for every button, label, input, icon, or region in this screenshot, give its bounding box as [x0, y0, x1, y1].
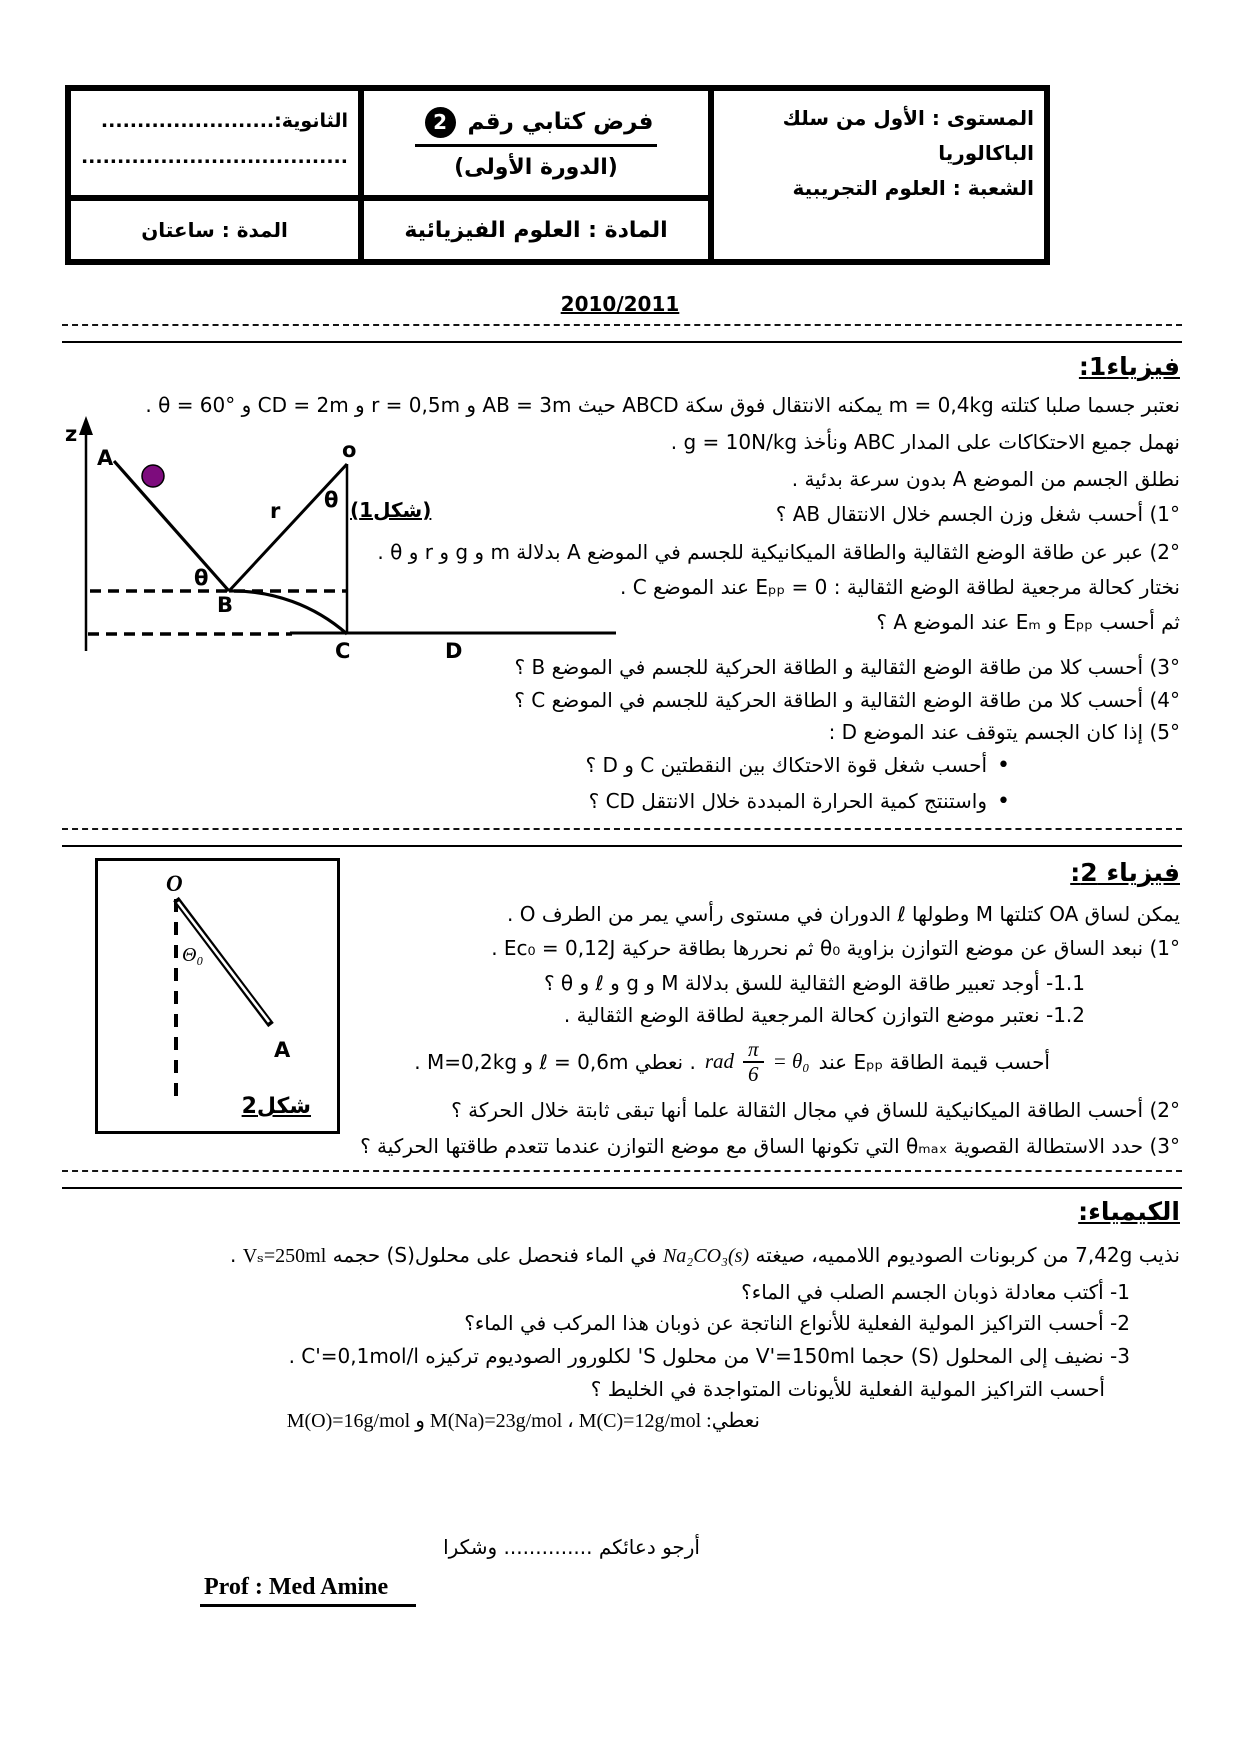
figure1-track-diagram — [60, 413, 640, 671]
physics2-line: يمكن لساق OA كتلتها M وطولها ℓ الدوران في مستوى رأسي يمر من الطرف O . — [507, 902, 1180, 926]
school-dots: ..................................... — [80, 146, 348, 169]
separator-solid — [62, 341, 1182, 343]
physics2-question-1: 1°) نبعد الساق عن موضع التوازن بزاوية θ₀ ثم نحررها بطاقة حركية Ec₀ = 0,12J . — [491, 936, 1180, 960]
session-label: (الدورة الأولى) — [454, 154, 618, 180]
chemistry-molar-masses: نعطي: M(Na)=23g/mol ، M(C)=12g/mol و M(O)=16g/mol — [286, 1410, 760, 1432]
separator-solid — [62, 845, 1182, 847]
figure1-label-r: r — [270, 499, 281, 523]
physics2-epp-value-line — [414, 1038, 1050, 1085]
physics1-bullet-line — [589, 789, 1010, 814]
figure2-pendulum-box — [95, 858, 340, 1134]
figure1-label-theta-O: θ — [324, 488, 339, 512]
bullet-text: أحسب شغل قوة الاحتكاك بين النقطتين C و D ؟ — [585, 753, 988, 777]
physics2-question-2: 2°) أحسب الطاقة الميكانيكية للساق في مجال الثقالة علما أنها تبقى ثابتة خلال الحركة ؟ — [451, 1098, 1180, 1122]
arc-BC — [229, 591, 347, 634]
chem-intro-end: . — [229, 1243, 237, 1267]
branch-line: الشعبة : العلوم التجريبية — [792, 176, 1034, 200]
chemistry-heading: الكيمياء: — [1078, 1197, 1180, 1226]
separator-solid — [62, 1187, 1182, 1189]
physics2-heading: فيزياء 2: — [1070, 858, 1180, 887]
chemistry-question-3: 3- نضيف إلى المحلول (S) حجما V'=150ml من محلول S' لكلورور الصوديوم تركيزه C'=0,1mol/l . — [288, 1344, 1130, 1368]
figure1-label-A: A — [97, 446, 114, 470]
bullet-text: واستنتج كمية الحرارة المبددة خلال الانتقل CD ؟ — [588, 789, 988, 813]
fraction-numerator: π — [743, 1038, 764, 1063]
figure2-caption: شكل2 — [241, 1094, 311, 1119]
separator-dashed — [62, 324, 1182, 326]
physics1-line: ثم أحسب Eₚₚ و Eₘ عند الموضع A ؟ — [876, 610, 1180, 634]
chemistry-intro-line — [230, 1243, 1180, 1268]
physics2-subquestion-1-2: 1.2- نعتبر موضع التوازن كحالة المرجعية لطاقة الوضع الثقالية . — [563, 1003, 1085, 1027]
na2co3-formula: Na₂CO₃(s) — [662, 1245, 750, 1267]
school-year: 2010/2011 — [560, 292, 680, 316]
chemistry-question-1: 1- أكتب معادلة ذوبان الجسم الصلب في الماء؟ — [741, 1280, 1130, 1304]
exam-header-table — [65, 85, 1050, 265]
physics1-line: نعتبر جسما صلبا كتلته m = 0,4kg يمكنه الانتقال فوق سكة ABCD حيث AB = 3m و r = 0,5m و CD = 2m و θ = 60° . — [145, 393, 1180, 417]
figure1-caption: (شكل1) — [350, 498, 432, 522]
physics1-question-3: 3°) أحسب كلا من طاقة الوضع الثقالية و الطاقة الحركية للجسم في الموضع B ؟ — [514, 655, 1180, 679]
physics2-question-3: 3°) حدد الاستطالة القصوية θₘₐₓ التي تكونها الساق مع موضع التوازن عندما تتعدم طاقتها الحركية ؟ — [360, 1134, 1180, 1158]
school-cell — [71, 91, 358, 195]
physics1-question-4: 4°) أحسب كلا من طاقة الوضع الثقالية و الطاقة الحركية للجسم في الموضع C ؟ — [514, 688, 1180, 712]
school-line: الثانوية:........................ — [100, 110, 348, 132]
footer-thanks: أرجو دعائكم .............. وشكرا — [443, 1535, 700, 1559]
chem-intro-a: نذيب 7,42g من كربونات الصوديوم اللامميه، صيغته — [755, 1243, 1180, 1267]
figure1-label-C: C — [335, 639, 351, 663]
physics1-question-2: 2°) عبر عن طاقة الوضع الثقالية والطاقة الميكانيكية للجسم في الموضع A بدلالة m و g و r و θ . — [377, 540, 1180, 564]
figure2-label-A: A — [274, 1038, 291, 1062]
solution-volume: Vₛ=250ml — [242, 1245, 327, 1267]
physics1-heading: فيزياء1: — [1078, 352, 1180, 381]
physics1-line: نهمل جميع الاحتكاكات على المدار ABC ونأخذ g = 10N/kg . — [670, 430, 1180, 454]
level-branch-cell — [714, 91, 1044, 259]
exam-title-cell — [364, 91, 708, 195]
chemistry-question-3b: أحسب التراكيز المولية الفعلية للأيونات المتواجدة في الخليط ؟ — [590, 1377, 1105, 1401]
ball — [142, 465, 164, 487]
bullet-icon: • — [997, 789, 1010, 814]
chemistry-question-2: 2- أحسب التراكيز المولية الفعلية للأنواع الناتجة عن ذوبان هذا المركب في الماء؟ — [464, 1311, 1130, 1335]
physics1-line: نختار كحالة مرجعية لطاقة الوضع الثقالية : Eₚₚ = 0 عند الموضع C . — [620, 575, 1180, 599]
z-axis-arrow-icon — [79, 416, 93, 435]
radius-OB — [229, 464, 347, 591]
level-line: المستوى : الأول من سلك الباكالوريا — [782, 106, 1034, 165]
incline-AB — [114, 461, 229, 591]
figure2-label-O: O — [166, 871, 183, 896]
figure1-label-O: o — [342, 438, 357, 462]
physics2-subquestion-1-1: 1.1- أوجد تعبير طاقة الوضع الثقالية للسق بدلالة M و g و ℓ و θ ؟ — [543, 971, 1085, 995]
fraction-denominator: 6 — [748, 1062, 759, 1087]
rad-unit: rad — [704, 1049, 735, 1074]
exam-title-underline — [415, 107, 658, 147]
pi-over-6-fraction — [743, 1038, 764, 1085]
duration-cell: المدة : ساعتان — [71, 201, 358, 259]
figure1-label-z: z — [65, 422, 78, 446]
exam-number-badge: 2 — [425, 107, 456, 138]
physics1-bullet-line — [585, 753, 1010, 778]
theta0-symbol: θ₀ = — [772, 1049, 810, 1074]
figure2-pendulum-diagram — [98, 861, 337, 1131]
prof-signature: Prof : Med Amine — [200, 1574, 416, 1607]
subject-cell: المادة : العلوم الفيزيائية — [364, 201, 708, 259]
exam-title: فرض كتابي رقم — [467, 109, 654, 135]
physics1-question-1: 1°) أحسب شغل وزن الجسم خلال الانتقال AB ؟ — [775, 502, 1180, 526]
separator-dashed — [62, 1170, 1182, 1172]
physics1-line: نطلق الجسم من الموضع A بدون سرعة بدئية . — [791, 467, 1180, 491]
figure1-label-B: B — [217, 593, 234, 617]
physics1-question-5: 5°) إذا كان الجسم يتوقف عند الموضع D : — [828, 720, 1180, 744]
bullet-icon: • — [997, 753, 1010, 778]
chem-intro-b: في الماء فنحصل على محلول(S) حجمه — [332, 1243, 657, 1267]
figure1-label-theta-B: θ — [194, 566, 209, 590]
figure1-label-D: D — [445, 639, 463, 663]
separator-dashed — [62, 828, 1182, 830]
frac-line-post: . نعطي ℓ = 0,6m و M=0,2kg . — [414, 1049, 696, 1074]
figure2-label-theta0: Θ₀ — [182, 944, 204, 966]
frac-line-pre: أحسب قيمة الطاقة Eₚₚ عند — [818, 1049, 1050, 1074]
